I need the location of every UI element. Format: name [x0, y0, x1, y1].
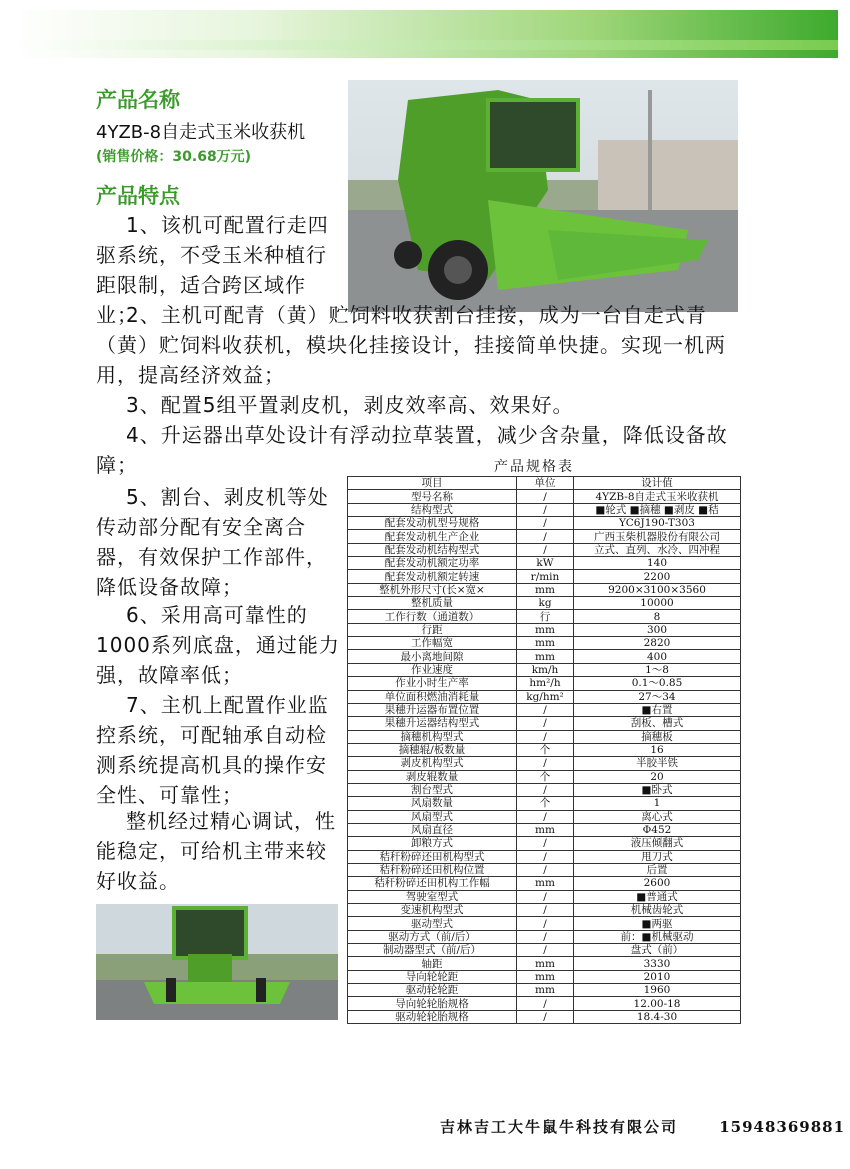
spec-item: 变速机构型式: [348, 904, 517, 917]
spec-unit: /: [517, 543, 574, 556]
spec-value: 1～8: [574, 663, 741, 676]
spec-value: 300: [574, 623, 741, 636]
footer: [440, 1116, 845, 1137]
spec-unit: /: [517, 997, 574, 1010]
spec-unit: /: [517, 703, 574, 716]
spec-value: 2820: [574, 637, 741, 650]
table-row: [348, 637, 741, 650]
table-row: [348, 917, 741, 930]
table-row: [348, 890, 741, 903]
spec-unit: mm: [517, 984, 574, 997]
spec-value: 盘式（前）: [574, 944, 741, 957]
feature-paragraph-5: 5、割台、剥皮机等处传动部分配有安全离合器，有效保护工作部件，降低设备故障；: [96, 485, 329, 599]
table-row: [348, 597, 741, 610]
table-row: [348, 877, 741, 890]
spec-item: 作业小时生产率: [348, 677, 517, 690]
spec-unit: /: [517, 837, 574, 850]
spec-item: 剥皮机构型式: [348, 757, 517, 770]
spec-table: [347, 476, 741, 1024]
table-row: [348, 957, 741, 970]
spec-unit: kg: [517, 597, 574, 610]
table-row: [348, 543, 741, 556]
spec-item: 驱动轮轮距: [348, 984, 517, 997]
product-model: 4YZB-8自走式玉米收获机: [96, 122, 306, 143]
spec-unit: /: [517, 517, 574, 530]
spec-unit: /: [517, 917, 574, 930]
spec-unit: mm: [517, 637, 574, 650]
spec-item: 作业速度: [348, 663, 517, 676]
spec-value: 2600: [574, 877, 741, 890]
header-banner: [12, 10, 838, 58]
spec-value: 20: [574, 770, 741, 783]
table-row: [348, 770, 741, 783]
table-row: [348, 797, 741, 810]
spec-value: 16: [574, 743, 741, 756]
spec-value: 后置: [574, 863, 741, 876]
spec-item: 摘穗机构型式: [348, 730, 517, 743]
table-row: [348, 623, 741, 636]
spec-value: 机械齿轮式: [574, 904, 741, 917]
header-unit: 单位: [517, 477, 574, 490]
spec-value: 立式、直列、水冷、四冲程: [574, 543, 741, 556]
spec-unit: mm: [517, 650, 574, 663]
phone-number: 15948369881: [719, 1118, 846, 1136]
spec-item: 行距: [348, 623, 517, 636]
product-name-heading: 产品名称: [96, 88, 180, 112]
spec-item: 驾驶室型式: [348, 890, 517, 903]
spec-unit: hm²/h: [517, 677, 574, 690]
table-row: [348, 703, 741, 716]
spec-unit: mm: [517, 823, 574, 836]
spec-unit: 个: [517, 743, 574, 756]
spec-unit: /: [517, 904, 574, 917]
spec-item: 驱动方式（前/后）: [348, 930, 517, 943]
spec-item: 卸粮方式: [348, 837, 517, 850]
spec-value: 8: [574, 610, 741, 623]
spec-item: 剥皮辊数量: [348, 770, 517, 783]
table-row: [348, 490, 741, 503]
spec-unit: mm: [517, 957, 574, 970]
spec-unit: /: [517, 783, 574, 796]
spec-value: 12.00-18: [574, 997, 741, 1010]
spec-value: ■右置: [574, 703, 741, 716]
table-row: [348, 570, 741, 583]
spec-unit: /: [517, 930, 574, 943]
feature-paragraph-6: 6、采用高可靠性的1000系列底盘，通过能力强，故障率低；: [96, 603, 340, 687]
table-row: [348, 850, 741, 863]
table-row: [348, 717, 741, 730]
table-row: [348, 757, 741, 770]
spec-unit: /: [517, 717, 574, 730]
feature-paragraph-3: 3、配置5组平置剥皮机，剥皮效率高、效果好。: [126, 393, 574, 417]
spec-value: 18.4-30: [574, 1010, 741, 1023]
spec-item: 果穗升运器结构型式: [348, 717, 517, 730]
table-row: [348, 863, 741, 876]
table-row: [348, 823, 741, 836]
spec-item: 风扇型式: [348, 810, 517, 823]
spec-item: 果穗升运器布置位置: [348, 703, 517, 716]
spec-unit: /: [517, 890, 574, 903]
spec-value: 摘穗板: [574, 730, 741, 743]
spec-value: 前：■机械驱动: [574, 930, 741, 943]
spec-value: 10000: [574, 597, 741, 610]
spec-unit: mm: [517, 877, 574, 890]
spec-unit: kW: [517, 557, 574, 570]
spec-item: 工作行数（通道数）: [348, 610, 517, 623]
spec-value: 1: [574, 797, 741, 810]
spec-value: 27～34: [574, 690, 741, 703]
spec-item: 配套发动机生产企业: [348, 530, 517, 543]
table-row: [348, 904, 741, 917]
feature-paragraph-7: 7、主机上配置作业监控系统，可配轴承自动检测系统提高机具的操作安全性、可靠性；: [96, 693, 329, 807]
spec-unit: /: [517, 1010, 574, 1023]
table-row: [348, 583, 741, 596]
spec-item: 驱动型式: [348, 917, 517, 930]
spec-unit: 个: [517, 797, 574, 810]
spec-item: 配套发动机型号规格: [348, 517, 517, 530]
table-row: [348, 1010, 741, 1023]
header-item: 项目: [348, 477, 517, 490]
spec-item: 导向轮轮距: [348, 970, 517, 983]
header-banner-stripe: [12, 40, 838, 50]
spec-item: 最小离地间隙: [348, 650, 517, 663]
spec-unit: /: [517, 944, 574, 957]
spec-item: 单位面积燃油消耗量: [348, 690, 517, 703]
table-row: [348, 997, 741, 1010]
spec-item: 配套发动机额定转速: [348, 570, 517, 583]
table-row: [348, 783, 741, 796]
spec-value: 刮板、槽式: [574, 717, 741, 730]
spec-value: ■轮式 ■摘穗 ■剥皮 ■秸: [574, 503, 741, 516]
spec-value: 2200: [574, 570, 741, 583]
spec-value: 0.1～0.85: [574, 677, 741, 690]
spec-item: 导向轮轮胎规格: [348, 997, 517, 1010]
table-row: [348, 984, 741, 997]
spec-item: 结构型式: [348, 503, 517, 516]
spec-value: 广西玉柴机器股份有限公司: [574, 530, 741, 543]
spec-value: 3330: [574, 957, 741, 970]
product-price: (销售价格：30.68万元): [96, 149, 252, 165]
spec-table-header: [348, 477, 741, 490]
spec-item: 秸秆粉碎还田机构工作幅: [348, 877, 517, 890]
spec-item: 风扇直径: [348, 823, 517, 836]
table-row: [348, 730, 741, 743]
table-row: [348, 517, 741, 530]
spec-unit: /: [517, 730, 574, 743]
spec-item: 秸秆粉碎还田机构位置: [348, 863, 517, 876]
feature-paragraph-4: 4、升运器出草处设计有浮动拉草装置，减少含杂量，降低设备故障；: [96, 423, 728, 477]
table-row: [348, 690, 741, 703]
spec-unit: 行: [517, 610, 574, 623]
spec-unit: r/min: [517, 570, 574, 583]
table-row: [348, 810, 741, 823]
feature-paragraph-2: 2、主机可配青（黄）贮饲料收获割台挂接，成为一台自走式青（黄）贮饲料收获机，模块化挂接设计，挂接简单快捷。实现一机两用，提高经济效益；: [96, 303, 726, 387]
spec-value: ■卧式: [574, 783, 741, 796]
spec-value: 400: [574, 650, 741, 663]
harvester-photo-side: [348, 80, 738, 312]
table-row: [348, 743, 741, 756]
spec-item: 整机质量: [348, 597, 517, 610]
spec-value: 甩刀式: [574, 850, 741, 863]
spec-unit: mm: [517, 970, 574, 983]
table-row: [348, 944, 741, 957]
spec-item: 轴距: [348, 957, 517, 970]
table-row: [348, 557, 741, 570]
spec-unit: /: [517, 530, 574, 543]
spec-value: YC6J190-T303: [574, 517, 741, 530]
spec-unit: /: [517, 490, 574, 503]
table-row: [348, 530, 741, 543]
spec-item: 配套发动机额定功率: [348, 557, 517, 570]
spec-unit: /: [517, 863, 574, 876]
spec-item: 割台型式: [348, 783, 517, 796]
table-row: [348, 837, 741, 850]
table-row: [348, 650, 741, 663]
spec-table-title: 产品规格表: [494, 459, 574, 475]
spec-unit: 个: [517, 770, 574, 783]
spec-value: ■普通式: [574, 890, 741, 903]
spec-item: 整机外形尺寸(长×宽×: [348, 583, 517, 596]
table-row: [348, 663, 741, 676]
spec-item: 制动器型式（前/后）: [348, 944, 517, 957]
features-heading: 产品特点: [96, 184, 180, 208]
spec-value: 液压倾翻式: [574, 837, 741, 850]
harvester-photo-front: [96, 904, 338, 1020]
spec-value: Φ452: [574, 823, 741, 836]
feature-paragraph-summary: 整机经过精心调试，性能稳定，可给机主带来较好收益。: [96, 809, 336, 893]
spec-value: 1960: [574, 984, 741, 997]
spec-value: 4YZB-8自走式玉米收获机: [574, 490, 741, 503]
table-row: [348, 970, 741, 983]
spec-item: 型号名称: [348, 490, 517, 503]
table-row: [348, 677, 741, 690]
table-row: [348, 503, 741, 516]
spec-unit: mm: [517, 583, 574, 596]
spec-item: 工作幅宽: [348, 637, 517, 650]
spec-value: 半胶半铁: [574, 757, 741, 770]
spec-unit: /: [517, 503, 574, 516]
header-value: 设计值: [574, 477, 741, 490]
spec-unit: /: [517, 810, 574, 823]
spec-unit: kg/hm²: [517, 690, 574, 703]
spec-value: ■两驱: [574, 917, 741, 930]
spec-item: 摘穗辊/板数量: [348, 743, 517, 756]
spec-unit: mm: [517, 623, 574, 636]
spec-item: 风扇数量: [348, 797, 517, 810]
spec-unit: /: [517, 757, 574, 770]
spec-item: 驱动轮轮胎规格: [348, 1010, 517, 1023]
company-name: 吉林吉工大牛鼠牛科技有限公司: [440, 1118, 679, 1136]
spec-value: 2010: [574, 970, 741, 983]
spec-value: 140: [574, 557, 741, 570]
table-row: [348, 610, 741, 623]
spec-value: 9200×3100×3560: [574, 583, 741, 596]
feature-paragraph-1: 1、该机可配置行走四驱系统，不受玉米种植行距限制，适合跨区域作业；: [96, 213, 329, 327]
spec-value: 离心式: [574, 810, 741, 823]
spec-item: 配套发动机结构型式: [348, 543, 517, 556]
table-row: [348, 930, 741, 943]
spec-unit: /: [517, 850, 574, 863]
spec-unit: km/h: [517, 663, 574, 676]
spec-item: 秸秆粉碎还田机构型式: [348, 850, 517, 863]
